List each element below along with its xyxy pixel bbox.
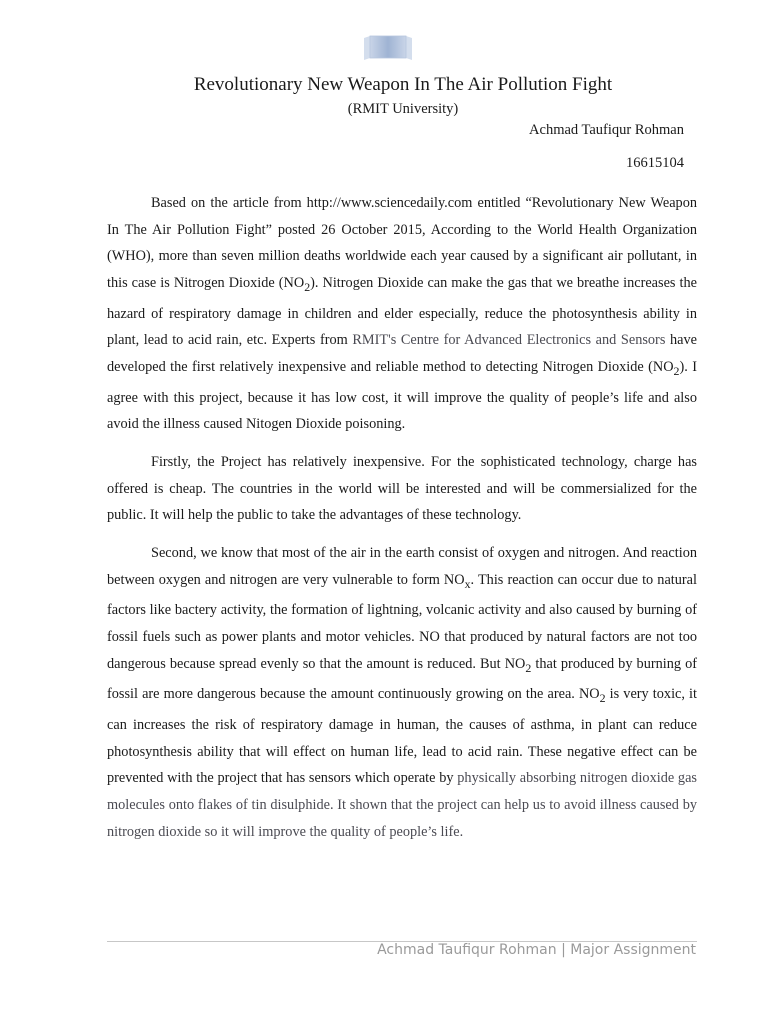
paragraph-text: have developed the first relatively inexpensive and reliable method to detecting Nitrogen Dioxide (NO xyxy=(107,332,697,376)
paragraph-3 xyxy=(107,540,697,845)
centre-name-text: RMIT's Centre for Advanced Electronics and Sensors xyxy=(352,332,666,349)
author-name: Achmad Taufiqur Rohman xyxy=(529,122,684,138)
student-id: 16615104 xyxy=(626,155,684,171)
document-title: Revolutionary New Weapon In The Air Pollution Fight xyxy=(193,74,613,95)
paragraph-text: ). Nitrogen Dioxide can make the gas that we breathe increases the hazard of respiratory damage in children and elder especially, reduce the photosynthesis ability in plant, lead to acid rain, etc. Experts from xyxy=(107,275,697,349)
page-footer: Achmad Taufiqur Rohman | Major Assignment xyxy=(377,942,696,958)
affiliation: (RMIT University) xyxy=(347,101,459,117)
paragraph-text: that produced by burning of fossil are more dangerous because the amount continuously growing on the area. NO xyxy=(107,655,697,703)
paragraph-text: . This reaction can occur due to natural factors like bactery activity, the formation of lightning, volcanic activity and also caused by burning of fossil fuels such as power plants and motor vehicles. NO that produced by natural factors are not too dangerous because spread evenly so that the amount is reduced. But NO xyxy=(107,571,697,672)
paragraph-text: Second, we know that most of the air in the earth consist of oxygen and nitrogen. And reaction between oxygen and nitrogen are very vulnerable to form NO xyxy=(107,545,697,588)
subscript: 2 xyxy=(673,363,680,378)
document-body xyxy=(107,190,697,856)
quoted-method-text: physically absorbing nitrogen dioxide gas molecules onto flakes of tin disulphide. It shown that the project can help us to avoid illness caused by nitrogen dioxide so it will improve the quality of people’s life. xyxy=(107,770,697,840)
subscript: 2 xyxy=(525,660,532,675)
paragraph-text: Based on the article from http://www.sciencedaily.com entitled “Revolutionary New Weapon In The Air Pollution Fight” posted 26 October 2015, According to the World Health Organization (WHO), more than seven million deaths worldwide each year caused by a significant air pollutant, in this case is Nitrogen Dioxide (NO xyxy=(107,195,697,292)
paragraph-text: ). I agree with this project, because it has low cost, it will improve the quality of people’s life and also avoid the illness caused Nitogen Dioxide poisoning. xyxy=(107,359,697,433)
paragraph-text: is very toxic, it can increases the risk of respiratory damage in human, the causes of asthma, in plant can reduce photosynthesis ability that will effect on human life, lead to acid rain. These negative effect can be prevented with the project that has sensors which operate by xyxy=(107,686,698,787)
decorative-banner-icon xyxy=(362,34,414,62)
paragraph-text: Firstly, the Project has relatively inexpensive. For the sophisticated technology, charge has offered is cheap. The countries in the world will be interested and will be commersialized for the public. It will help the public to take the advantages of these technology. xyxy=(107,454,697,524)
paragraph-2 xyxy=(107,449,697,529)
paragraph-1 xyxy=(107,190,697,438)
subscript: 2 xyxy=(304,279,311,294)
subscript: 2 xyxy=(599,691,606,706)
subscript: x xyxy=(464,576,471,591)
